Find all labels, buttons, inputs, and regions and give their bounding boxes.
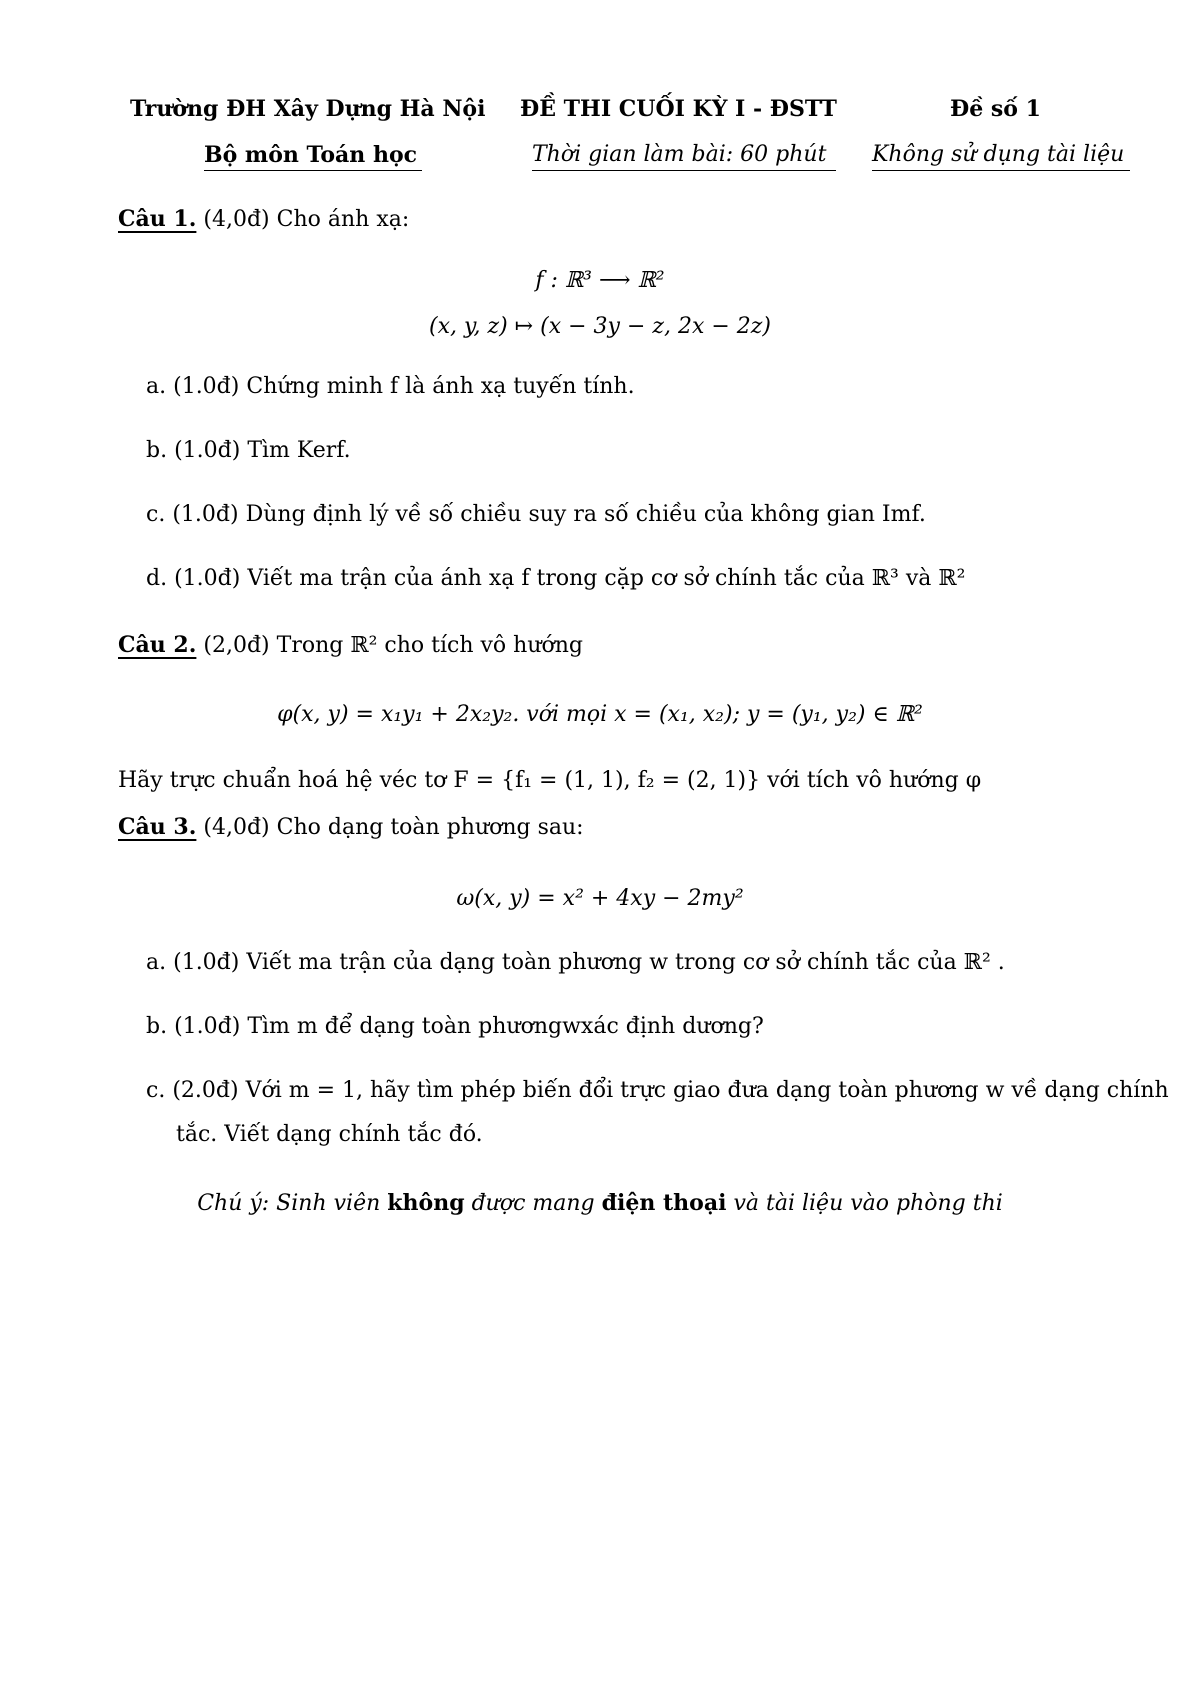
time-limit: Thời gian làm bài: 60 phút [532,142,827,167]
exam-number: Đề số 1 [950,96,1041,122]
question-1-points: (4,0đ) [203,207,270,232]
q1-part-c-label: c. [146,502,166,527]
q3-part-c-points: (2.0đ) [172,1078,239,1103]
question-2-text: Trong ℝ² cho tích vô hướng [276,633,584,658]
exam-note [0,1190,1200,1216]
exam-title: ĐỀ THI CUỐI KỲ I - ĐSTT [520,96,837,122]
materials-note: Không sử dụng tài liệu [872,142,1125,167]
question-2-heading [118,632,583,658]
q1-part-d-label: d. [146,566,168,591]
department-name: Bộ môn Toán học [204,142,418,168]
q3-part-c-continued: tắc. Viết dạng chính tắc đó. [176,1122,483,1147]
note-suffix: và tài liệu vào phòng thi [726,1191,1003,1216]
q1-part-c-points: (1.0đ) [172,502,239,527]
q2-task: Hãy trực chuẩn hoá hệ véc tơ F = {f₁ = (1, 1), f₂ = (2, 1)} với tích vô hướng φ [118,768,982,793]
department-underline [204,170,422,171]
q1-part-a-points: (1.0đ) [173,374,240,399]
note-middle: được mang [464,1191,602,1216]
q3-part-b [146,1014,764,1039]
q3-quadratic-form: ω(x, y) = x² + 4xy − 2my² [456,886,744,911]
q1-part-d [146,566,965,591]
q1-part-b [146,438,351,463]
q2-inner-product-formula: φ(x, y) = x₁y₁ + 2x₂y₂. với mọi x = (x₁, x₂); y = (y₁, y₂) ∈ ℝ² [277,702,923,727]
q1-mapping-formula: f : ℝ³ ⟶ ℝ² [535,268,665,293]
q3-part-c-label: c. [146,1078,166,1103]
question-2-points: (2,0đ) [203,633,270,658]
q3-part-b-label: b. [146,1014,168,1039]
q1-part-b-label: b. [146,438,168,463]
question-1-label: Câu 1. [118,206,197,232]
question-2-label: Câu 2. [118,632,197,658]
q1-part-a [146,374,635,399]
materials-underline [872,170,1130,171]
q1-part-c [146,502,926,527]
question-3-text: Cho dạng toàn phương sau: [276,815,584,840]
q3-part-b-points: (1.0đ) [174,1014,241,1039]
q1-part-b-text: Tìm Kerf. [247,438,351,463]
question-3-heading [118,814,584,840]
question-3-label: Câu 3. [118,814,197,840]
q3-part-a-points: (1.0đ) [173,950,240,975]
q1-part-c-text: Dùng định lý về số chiều suy ra số chiều của không gian Imf. [245,502,926,527]
note-bold-phone: điện thoại [601,1190,727,1216]
question-3-points: (4,0đ) [203,815,270,840]
q3-part-b-text: Tìm m để dạng toàn phươngwxác định dương? [247,1014,764,1039]
note-bold-not: không [387,1190,465,1216]
q1-part-d-points: (1.0đ) [174,566,241,591]
q1-part-a-label: a. [146,374,167,399]
time-limit-underline [532,170,836,171]
q3-part-a-label: a. [146,950,167,975]
question-1-heading [118,206,409,232]
note-prefix: Chú ý: Sinh viên [197,1191,388,1216]
q3-part-a-text: Viết ma trận của dạng toàn phương w trong cơ sở chính tắc của ℝ² . [246,950,1005,975]
school-name: Trường ĐH Xây Dựng Hà Nội [130,96,486,122]
q3-part-c-text: Với m = 1, hãy tìm phép biến đổi trực giao đưa dạng toàn phương w về dạng chính [245,1078,1169,1103]
question-1-text: Cho ánh xạ: [276,207,410,232]
q1-mapping-rule: (x, y, z) ↦ (x − 3y − z, 2x − 2z) [429,314,771,339]
q1-part-a-text: Chứng minh f là ánh xạ tuyến tính. [246,374,635,399]
q3-part-c [146,1078,1169,1103]
q1-part-d-text: Viết ma trận của ánh xạ f trong cặp cơ sở chính tắc của ℝ³ và ℝ² [247,566,966,591]
q1-part-b-points: (1.0đ) [174,438,241,463]
q3-part-a [146,950,1005,975]
